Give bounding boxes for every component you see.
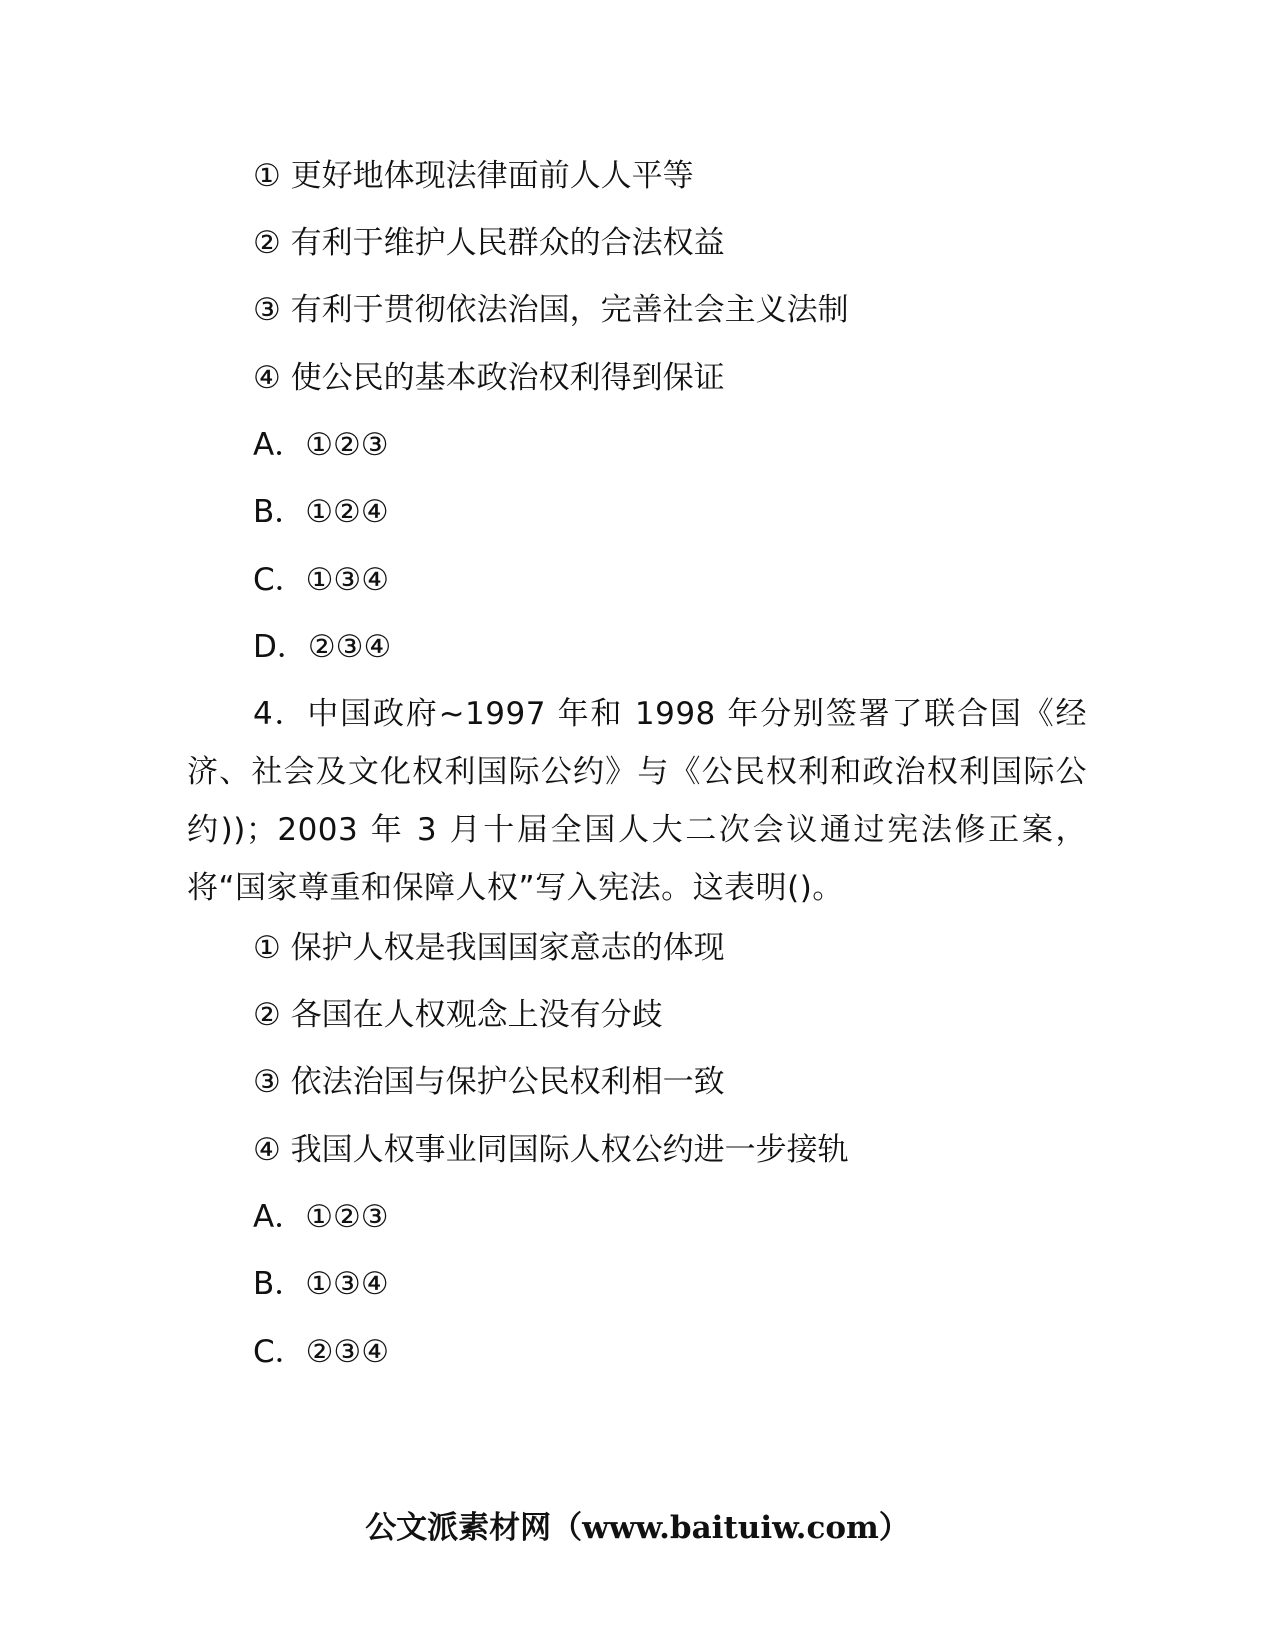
q3-statement-3: ③ 有利于贯彻依法治国，完善社会主义法制 — [253, 292, 849, 328]
q3-statement-4: ④ 使公民的基本政治权利得到保证 — [253, 360, 725, 396]
q4-option-a: A．①②③ — [253, 1199, 389, 1235]
q3-statement-2: ② 有利于维护人民群众的合法权益 — [253, 225, 725, 261]
q4-question: 4．中国政府~1997 年和 1998 年分别签署了联合国《经济、社会及文化权利国际公约》与《公民权利和政治权利国际公约))；2003 年 3 月十届全国人大二次会议通过宪法修正案，将“国家尊重和保障人权”写入宪法。这表明()。 — [187, 696, 1087, 906]
q3-option-a: A．①②③ — [253, 427, 389, 463]
q3-option-b: B．①②④ — [253, 494, 389, 530]
q3-statement-1: ① 更好地体现法律面前人人平等 — [253, 158, 694, 194]
q3-option-c: C．①③④ — [253, 562, 390, 598]
q4-statement-2: ② 各国在人权观念上没有分歧 — [253, 997, 663, 1033]
q4-statement-3: ③ 依法治国与保护公民权利相一致 — [253, 1064, 725, 1100]
q4-option-b: B．①③④ — [253, 1266, 389, 1302]
q4-statement-4: ④ 我国人权事业同国际人权公约进一步接轨 — [253, 1132, 849, 1168]
footer-source: 公文派素材网（www.baituiw.com） — [365, 1510, 910, 1546]
q4-option-c: C．②③④ — [253, 1334, 390, 1370]
q3-option-d: D．②③④ — [253, 629, 392, 665]
q4-statement-1: ① 保护人权是我国国家意志的体现 — [253, 930, 725, 966]
